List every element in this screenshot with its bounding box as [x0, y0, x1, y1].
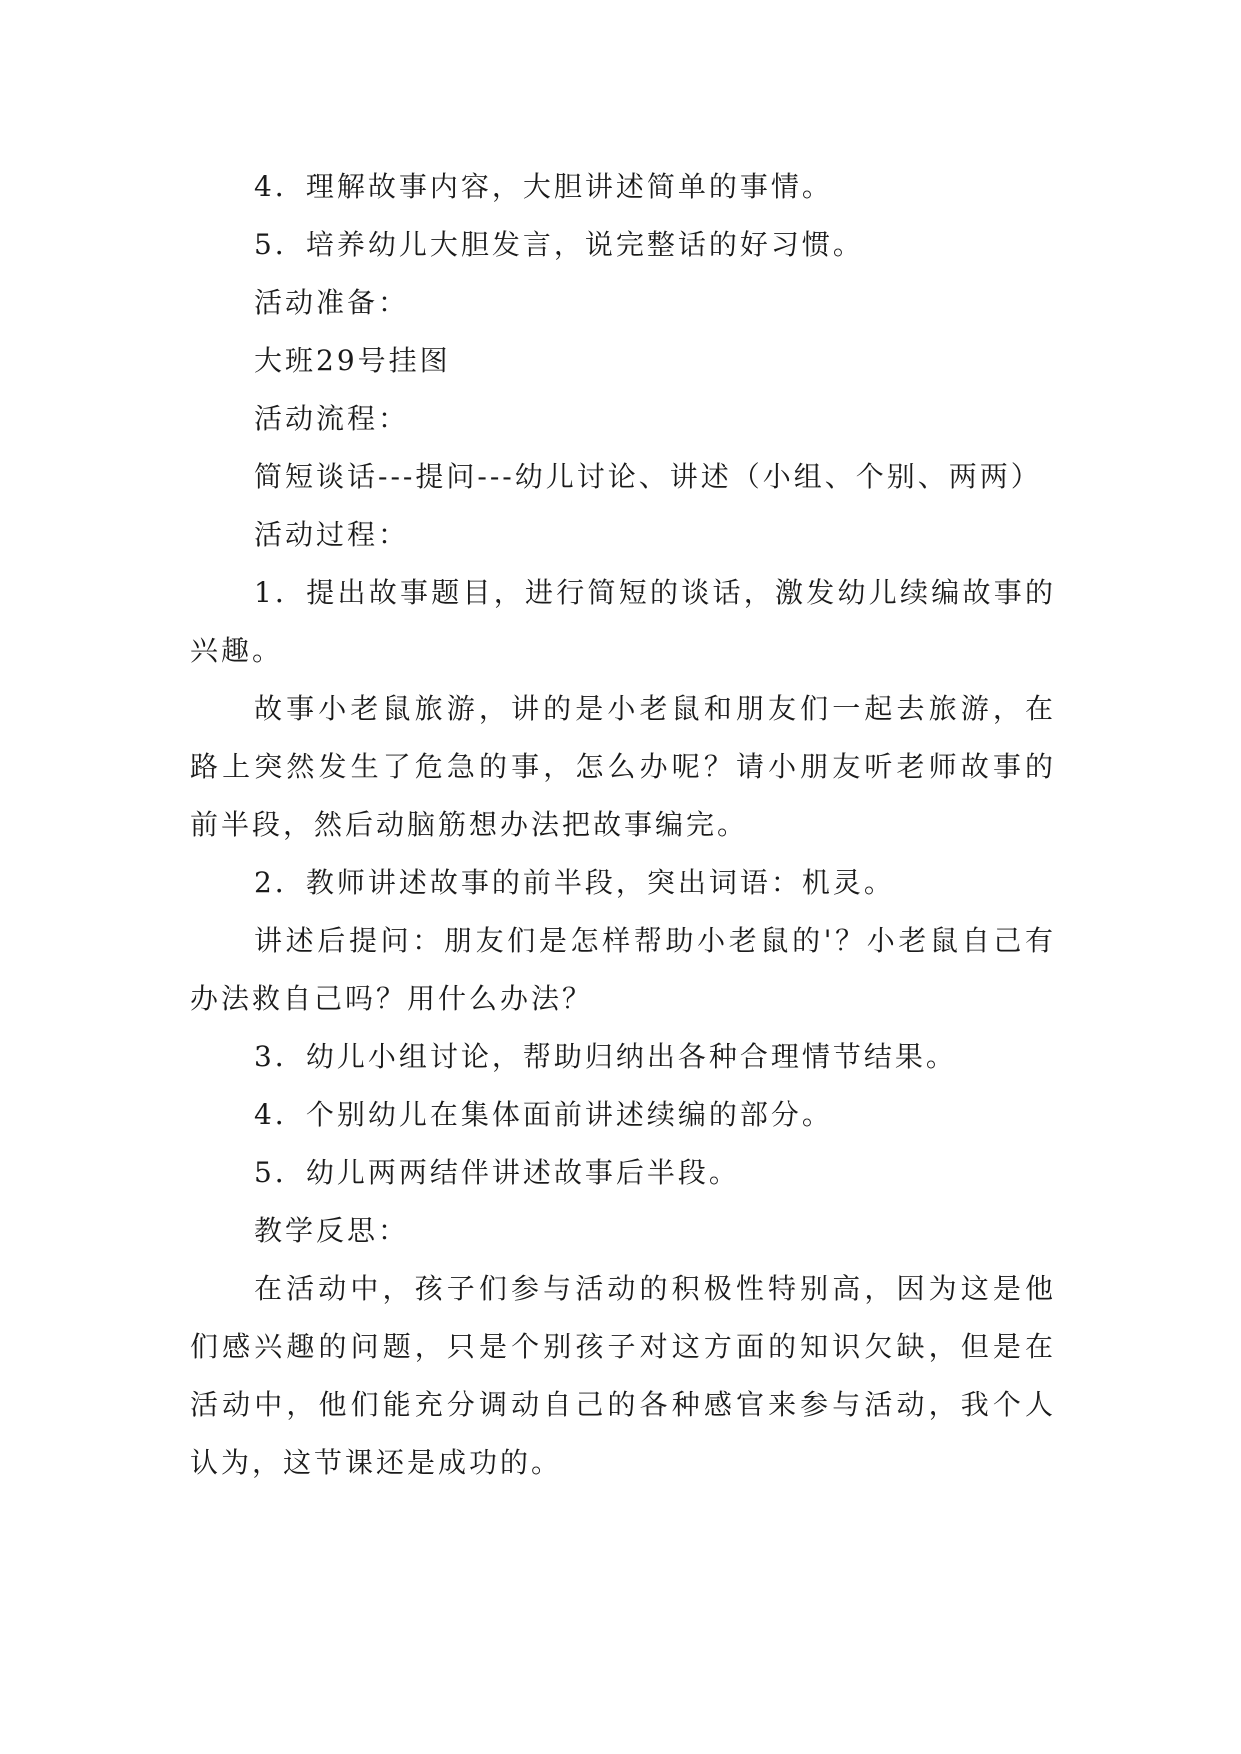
- process-step-2: 2．教师讲述故事的前半段，突出词语：机灵。: [254, 866, 895, 899]
- document-body: [190, 158, 1056, 1492]
- process-step-1: 1．提出故事题目，进行简短的谈话，激发幼儿续编故事的兴趣。: [190, 576, 1056, 667]
- section-heading-reflection: 教学反思：: [254, 1214, 410, 1247]
- section-heading-process: 活动过程：: [254, 518, 410, 551]
- process-step-4: 4．个别幼儿在集体面前讲述续编的部分。: [254, 1098, 833, 1131]
- objective-4: 4．理解故事内容，大胆讲述简单的事情。: [254, 170, 833, 203]
- objective-5: 5．培养幼儿大胆发言，说完整话的好习惯。: [254, 228, 864, 261]
- flow-text: 简短谈话---提问---幼儿讨论、讲述（小组、个别、两两）: [254, 460, 1042, 493]
- story-intro: 故事小老鼠旅游，讲的是小老鼠和朋友们一起去旅游，在路上突然发生了危急的事，怎么办呢？请小朋友听老师故事的前半段，然后动脑筋想办法把故事编完。: [190, 692, 1056, 841]
- reflection-text: 在活动中，孩子们参与活动的积极性特别高，因为这是他们感兴趣的问题，只是个别孩子对这方面的知识欠缺，但是在活动中，他们能充分调动自己的各种感官来参与活动，我个人认为，这节课还是成功的。: [190, 1272, 1056, 1479]
- follow-up-questions: 讲述后提问：朋友们是怎样帮助小老鼠的'？小老鼠自己有办法救自己吗？用什么办法？: [190, 924, 1056, 1015]
- preparation-text: 大班29号挂图: [254, 344, 451, 377]
- section-heading-preparation: 活动准备：: [254, 286, 410, 319]
- process-step-3: 3．幼儿小组讨论，帮助归纳出各种合理情节结果。: [254, 1040, 957, 1073]
- process-step-5: 5．幼儿两两结伴讲述故事后半段。: [254, 1156, 740, 1189]
- section-heading-flow: 活动流程：: [254, 402, 410, 435]
